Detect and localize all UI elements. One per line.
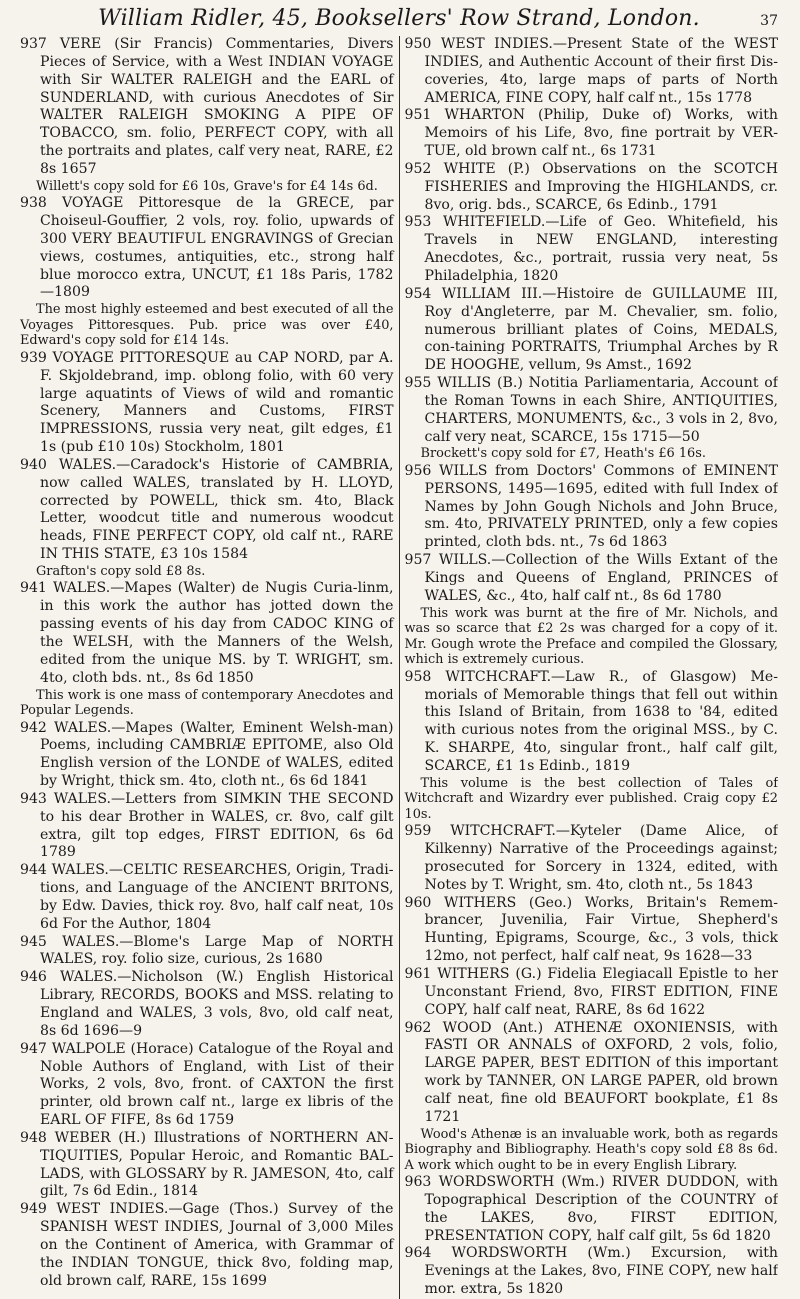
- entry-text: WEST INDIES.—Gage (Thos.) Survey of the SPANISH WEST INDIES, Journal of 3,000 Miles on the Continent of America, with Grammar of the INDIAN TONGUE, thick 8vo, folding map, old brown calf, RARE, 15s 1699: [40, 1201, 394, 1289]
- entry-note-text: Willett's copy sold for £6 10s, Grave's for £4 14s 6d.: [36, 178, 378, 194]
- entry-text: WITHERS (G.) Fidelia Elegiacall Epistle to her Unconstant Friend, 8vo, FIRST EDITION, FINE COPY, half calf neat, RARE, 8s 6d 1622: [424, 965, 778, 1018]
- catalogue-entry: [20, 350, 394, 457]
- entry-note: [20, 302, 394, 349]
- catalogue-entry: [20, 195, 394, 302]
- entry-text: WALES.—Nicholson (W.) English Historical Library, RECORDS, BOOKS and MSS. relating to England and WALES, 3 vols, 8vo, old calf neat, 8s 6d 1696—9: [40, 969, 394, 1039]
- catalogue-entry: [405, 1245, 779, 1299]
- right-column: [400, 36, 779, 1299]
- entry-number: 948: [20, 1129, 47, 1146]
- entry-text: WOOD (Ant.) ATHENÆ OXONIENSIS, with FASTI OR ANNALS of OXFORD, 2 vols, folio, LARGE PAPER, BEST EDITION of this important work by TANNER, ON LARGE PAPER, old brown calf neat, fine old BEAUFORT bookplate, £1 8s 1721: [424, 1019, 778, 1125]
- entry-text: WHARTON (Philip, Duke of) Works, with Memoirs of his Life, 8vo, fine portrait by VER-TUE, old brown calf nt., 6s 1731: [424, 107, 778, 160]
- entry-text: VERE (Sir Francis) Commentaries, Divers Pieces of Service, with a West INDIAN VOYAGE with Sir WALTER RALEIGH and the EARL of SUNDERLAND, with curious Anecdotes of Sir WALTER RALEIGH SMOKING A PIPE OF TOBACCO, sm. folio, PERFECT COPY, with all the portraits and plates, calf very neat, RARE, £2 8s 1657: [40, 36, 394, 177]
- page-title: William Ridler, 45, Booksellers' Row Strand, London.: [98, 6, 700, 31]
- entry-number: 964: [404, 1245, 432, 1262]
- catalogue-columns: [20, 36, 778, 1299]
- entry-number: 941: [20, 580, 47, 597]
- entry-text: VOYAGE Pittoresque de la GRECE, par Choiseul-Gouffier, 2 vols, roy. folio, upwards of 300 VERY BEAUTIFUL ENGRAVINGS of Grecian views, costumes, antiquities, etc., strong half blue morocco extra, UNCUT, £1 18s Paris, 1782—1809: [40, 195, 394, 301]
- catalogue-entry: [405, 161, 779, 215]
- entry-number: 944: [20, 862, 47, 879]
- catalogue-entry: [405, 823, 779, 894]
- catalogue-entry: [20, 1201, 394, 1290]
- catalogue-entry: [405, 107, 779, 161]
- entry-note: [405, 776, 779, 823]
- catalogue-entry: [20, 862, 394, 933]
- entry-number: 947: [20, 1040, 47, 1057]
- catalogue-entry: [20, 720, 394, 791]
- catalogue-entry: [20, 457, 394, 564]
- catalogue-entry: [20, 791, 394, 862]
- entry-note-text: This work is one mass of contemporary Anecdotes and Popular Legends.: [20, 687, 394, 718]
- entry-text: WALES.—Letters from SIMKIN THE SECOND to his dear Brother in WALES, cr. 8vo, calf gilt extra, gilt top edges, FIRST EDITION, 6s 6d 1789: [40, 790, 394, 861]
- entry-text: WALPOLE (Horace) Catalogue of the Royal and Noble Authors of England, with List of their Works, 2 vols, 8vo, front. of CAXTON the first printer, old brown calf nt., large ex libris of the EARL OF FIFE, 8s 6d 1759: [40, 1040, 394, 1129]
- entry-number: 939: [20, 349, 47, 366]
- entry-note-text: Brockett's copy sold for £7, Heath's £6 16s.: [420, 446, 706, 462]
- entry-text: WALES.—Blome's Large Map of NORTH WALES, roy. folio size, curious, 2s 1680: [40, 933, 394, 968]
- entry-text: WHITEFIELD.—Life of Geo. Whitefield, his Travels in NEW ENGLAND, interesting Anecdotes, &c., portrait, russia very neat, 5s Philadelphia, 1820: [424, 214, 778, 284]
- entry-number: 940: [20, 456, 47, 473]
- entry-text: WILLIAM III.—Histoire de GUILLAUME III, Roy d'Angleterre, par M. Chevalier, sm. folio, numerous brilliant plates of Coins, MEDALS, con-taining PORTRAITS, Triumphal Arches by R DE HOOGHE, vellum, 9s Amst., 1692: [424, 285, 778, 374]
- catalogue-entry: [405, 895, 779, 966]
- entry-text: WITHERS (Geo.) Works, Britain's Remem-brancer, Juvenilia, Fair Virtue, Shepherd's Hunting, Epigrams, Scourge, &c., 3 vols, thick 12mo, not perfect, half calf neat, 9s 1628—33: [424, 894, 778, 965]
- catalogue-entry: [20, 934, 394, 970]
- entry-text: VOYAGE PITTORESQUE au CAP NORD, par A. F. Skjoldebrand, imp. oblong folio, with 60 very large aquatints of Views of wild and romantic Scenery, Manners and Customs, FIRST IMPRESSIONS, russia very neat, gilt edges, £1 1s (pub £10 10s) Stockholm, 1801: [40, 349, 394, 456]
- catalogue-entry: [20, 1041, 394, 1130]
- entry-note: [20, 564, 394, 580]
- entry-number: 955: [404, 375, 432, 392]
- entry-number: 952: [404, 160, 432, 177]
- entry-text: WEBER (H.) Illustrations of NORTHERN AN-TIQUITIES, Popular Heroic, and Romantic BAL-LADS, with GLOSSARY by R. JAMESON, 4to, calf gilt, 7s 6d Edin., 1814: [40, 1129, 394, 1200]
- entry-number: 962: [404, 1019, 432, 1036]
- entry-number: 954: [404, 285, 432, 302]
- entry-note-text: This volume is the best collection of Tales of Witchcraft and Wizardry ever published. Craig copy £2 10s.: [404, 775, 778, 822]
- entry-text: WORDSWORTH (Wm.) Excursion, with Evenings at the Lakes, 8vo, FINE COPY, new half mor. extra, 5s 1820: [424, 1245, 778, 1298]
- entry-text: WITCHCRAFT.—Kyteler (Dame Alice, of Kilkenny) Narrative of the Proceedings against; prosecuted for Sorcery in 1324, edited, with Notes by T. Wright, sm. 4to, cloth nt., 5s 1843: [424, 823, 778, 893]
- entry-note-text: Grafton's copy sold £8 8s.: [36, 563, 206, 579]
- entry-number: 963: [404, 1174, 432, 1191]
- entry-number: 951: [404, 107, 432, 124]
- catalogue-entry: [20, 1130, 394, 1201]
- entry-text: WALES.—Caradock's Historie of CAMBRIA, now called WALES, translated by H. LLOYD, corrected by POWELL, thick sm. 4to, Black Letter, woodcut title and numerous woodcut heads, FINE PERFECT COPY, old calf nt., RARE IN THIS STATE, £3 10s 1584: [40, 456, 394, 563]
- catalogue-entry: [405, 1174, 779, 1245]
- catalogue-entry: [405, 552, 779, 606]
- entry-number: 943: [20, 790, 47, 807]
- entry-text: WILLIS (B.) Notitia Parliamentaria, Account of the Roman Towns in each Shire, ANTIQUITIES, CHARTERS, MONUMENTS, &c., 3 vols in 2, 8vo, calf very neat, SCARCE, 15s 1715—50: [424, 375, 778, 445]
- entry-number: 961: [404, 965, 432, 982]
- entry-text: WILLS.—Collection of the Wills Extant of the Kings and Queens of England, PRINCES of WALES, &c., 4to, half calf nt., 8s 6d 1780: [424, 552, 778, 604]
- entry-number: 957: [404, 552, 432, 569]
- entry-note-text: Wood's Athenæ is an invaluable work, both as regards Biography and Bibliography. Heath's copy sold £8 8s 6d. A work which ought to be in every English Library.: [404, 1126, 778, 1173]
- entry-note: [20, 179, 394, 195]
- entry-text: WALES.—CELTIC RESEARCHES, Origin, Tradi-tions, and Language of the ANCIENT BRITONS, by Edw. Davies, thick roy. 8vo, half calf neat, 10s 6d For the Author, 1804: [40, 862, 394, 932]
- entry-note-text: This work was burnt at the fire of Mr. Nichols, and was so scarce that £2 2s was charged for a copy of it. Mr. Gough wrote the Preface and compiled the Glossary, which is extremely curious.: [404, 605, 778, 668]
- catalogue-entry: [405, 1020, 779, 1127]
- entry-note-text: The most highly esteemed and best executed of all the Voyages Pittoresques. Pub. price was over £40, Edward's copy sold for £14 14s.: [20, 302, 394, 349]
- entry-text: WITCHCRAFT.—Law R., of Glasgow) Me-morials of Memorable things that fell out within this Island of Britain, from 1638 to '84, edited with curious notes from the original MSS., by C. K. SHARPE, 4to, singular front., half calf gilt, SCARCE, £1 1s Edinb., 1819: [424, 668, 778, 774]
- entry-note: [405, 446, 779, 462]
- entry-number: 946: [20, 969, 47, 986]
- entry-number: 960: [404, 894, 432, 911]
- entry-number: 937: [20, 36, 47, 52]
- catalogue-entry: [20, 36, 394, 179]
- entry-number: 949: [20, 1201, 47, 1218]
- entry-note: [405, 606, 779, 668]
- entry-number: 956: [404, 462, 432, 479]
- page-header: [20, 6, 778, 32]
- entry-number: 958: [404, 668, 432, 685]
- catalogue-entry: [405, 286, 779, 375]
- entry-text: WHITE (P.) Observations on the SCOTCH FISHERIES and Improving the HIGHLANDS, cr. 8vo, orig. bds., SCARCE, 6s Edinb., 1791: [424, 160, 778, 213]
- page-number: 37: [760, 13, 778, 29]
- catalogue-entry: [405, 669, 779, 776]
- catalogue-entry: [20, 580, 394, 687]
- entry-text: WILLS from Doctors' Commons of EMINENT PERSONS, 1495—1695, edited with full Index of Names by John Gough Nichols and John Bruce, sm. 4to, PRIVATELY PRINTED, only a few copies printed, cloth bds. nt., 7s 6d 1863: [424, 462, 778, 551]
- catalogue-entry: [20, 969, 394, 1040]
- entry-note: [405, 1127, 779, 1174]
- entry-text: WALES.—Mapes (Walter) de Nugis Curia-linm, in this work the author has jotted down the passing events of his day from CADOC KING of the WELSH, with the Manners of the Welsh, edited from the unique MS. by T. WRIGHT, sm. 4to, cloth bds. nt., 8s 6d 1850: [40, 580, 394, 686]
- entry-number: 959: [404, 823, 432, 840]
- catalogue-entry: [405, 214, 779, 285]
- entry-number: 938: [20, 195, 47, 212]
- entry-number: 945: [20, 933, 47, 950]
- entry-note: [20, 688, 394, 719]
- entry-text: WEST INDIES.—Present State of the WEST INDIES, and Authentic Account of their first Dis-coveries, 4to, large maps of parts of North AMERICA, FINE COPY, half calf nt., 15s 1778: [424, 36, 778, 106]
- entry-text: WORDSWORTH (Wm.) RIVER DUDDON, with Topographical Description of the COUNTRY of the LAKES, 8vo, FIRST EDITION, PRESENTATION COPY, half calf gilt, 5s 6d 1820: [424, 1174, 778, 1244]
- catalogue-entry: [405, 463, 779, 552]
- left-column: [20, 36, 400, 1299]
- entry-text: WALES.—Mapes (Walter, Eminent Welsh-man) Poems, including CAMBRIÆ EPITOME, also Old English version of the LONDE of WALES, edited by Wright, thick sm. 4to, cloth nt., 6s 6d 1841: [40, 719, 394, 790]
- entry-number: 950: [404, 36, 432, 52]
- entry-number: 953: [404, 214, 432, 231]
- entry-number: 942: [20, 719, 47, 736]
- catalogue-entry: [405, 375, 779, 446]
- catalogue-entry: [405, 36, 779, 107]
- catalogue-entry: [405, 966, 779, 1020]
